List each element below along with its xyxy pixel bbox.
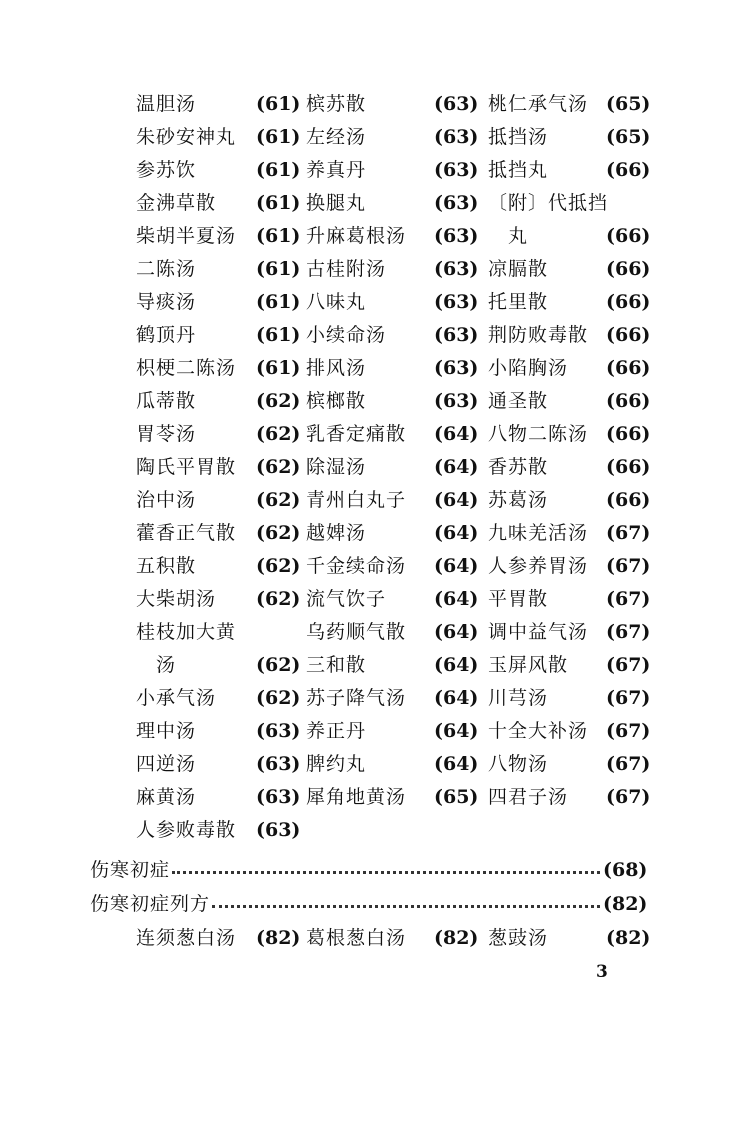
formula-page-ref: (62): [256, 390, 301, 412]
formula-name: 脾约丸: [306, 753, 367, 775]
formula-name: 桃仁承气汤: [488, 93, 589, 115]
table-row: [0, 286, 737, 319]
formula-name: 川芎汤: [488, 687, 549, 709]
formula-page-ref: (67): [606, 555, 651, 577]
formula-page-ref: (62): [256, 489, 301, 511]
formula-page-ref: (61): [256, 258, 301, 280]
dot-leader: [172, 871, 600, 874]
formula-page-ref: (65): [434, 786, 479, 808]
formula-name: 千金续命汤: [306, 555, 407, 577]
formula-page-ref: (62): [256, 687, 301, 709]
formula-page-ref: (61): [256, 324, 301, 346]
table-row: [0, 451, 737, 484]
formula-page-ref: (66): [606, 423, 651, 445]
table-row: [0, 418, 737, 451]
formula-name: 陶氏平胃散: [136, 456, 237, 478]
formula-page-ref: (67): [606, 654, 651, 676]
formula-page-ref: (64): [434, 720, 479, 742]
formula-name: 温胆汤: [136, 93, 197, 115]
formula-page-ref: (63): [434, 93, 479, 115]
formula-name: 丸: [488, 225, 529, 247]
formula-page-ref: (64): [434, 621, 479, 643]
formula-page-ref: (65): [606, 93, 651, 115]
formula-name: 养正丹: [306, 720, 367, 742]
formula-page-ref: (67): [606, 621, 651, 643]
table-row: [0, 922, 737, 955]
formula-name: 升麻葛根汤: [306, 225, 407, 247]
formula-page-ref: (67): [606, 786, 651, 808]
formula-page-ref: (64): [434, 588, 479, 610]
table-row: [0, 781, 737, 814]
section-entry: [0, 888, 737, 921]
formula-name: 三和散: [306, 654, 367, 676]
formula-page-ref: (66): [606, 291, 651, 313]
formula-page-ref: (61): [256, 225, 301, 247]
formula-name: 〔附〕代抵挡: [488, 192, 609, 214]
formula-name: 苏子降气汤: [306, 687, 407, 709]
page-number: 3: [596, 962, 608, 982]
formula-page-ref: (63): [256, 786, 301, 808]
formula-name: 葱豉汤: [488, 927, 549, 949]
formula-name: 凉膈散: [488, 258, 549, 280]
formula-page-ref: (63): [434, 159, 479, 181]
formula-name: 金沸草散: [136, 192, 217, 214]
formula-page-ref: (61): [256, 291, 301, 313]
formula-name: 托里散: [488, 291, 549, 313]
table-row: [0, 748, 737, 781]
formula-page-ref: (64): [434, 522, 479, 544]
formula-page-ref: (63): [434, 225, 479, 247]
table-row: [0, 187, 737, 220]
formula-page-ref: (64): [434, 753, 479, 775]
formula-name: 槟榔散: [306, 390, 367, 412]
formula-name: 八物二陈汤: [488, 423, 589, 445]
table-row: [0, 352, 737, 385]
formula-name: 古桂附汤: [306, 258, 387, 280]
formula-name: 柴胡半夏汤: [136, 225, 237, 247]
table-row: [0, 154, 737, 187]
dot-leader: [212, 905, 600, 908]
formula-page-ref: (63): [256, 720, 301, 742]
table-row: [0, 385, 737, 418]
formula-name: 左经汤: [306, 126, 367, 148]
formula-page-ref: (67): [606, 588, 651, 610]
formula-page-ref: (62): [256, 456, 301, 478]
formula-page-ref: (61): [256, 93, 301, 115]
formula-name: 八物汤: [488, 753, 549, 775]
formula-name: 小陷胸汤: [488, 357, 569, 379]
formula-page-ref: (63): [434, 258, 479, 280]
formula-name: 乌药顺气散: [306, 621, 407, 643]
formula-name: 犀角地黄汤: [306, 786, 407, 808]
formula-page-ref: (66): [606, 258, 651, 280]
formula-page-ref: (64): [434, 456, 479, 478]
formula-page-ref: (62): [256, 654, 301, 676]
section-page-ref: (82): [603, 893, 648, 915]
formula-name: 治中汤: [136, 489, 197, 511]
formula-page-ref: (66): [606, 357, 651, 379]
formula-name: 导痰汤: [136, 291, 197, 313]
formula-name: 汤: [136, 654, 177, 676]
table-row: [0, 814, 737, 847]
table-row: [0, 682, 737, 715]
formula-name: 参苏饮: [136, 159, 197, 181]
formula-name: 十全大补汤: [488, 720, 589, 742]
formula-page-ref: (66): [606, 225, 651, 247]
formula-page-ref: (63): [256, 819, 301, 841]
table-row: [0, 616, 737, 649]
formula-name: 换腿丸: [306, 192, 367, 214]
formula-name: 香苏散: [488, 456, 549, 478]
formula-name: 九味羌活汤: [488, 522, 589, 544]
formula-name: 玉屏风散: [488, 654, 569, 676]
table-row: [0, 550, 737, 583]
formula-page-ref: (64): [434, 489, 479, 511]
formula-name: 调中益气汤: [488, 621, 589, 643]
formula-name: 除湿汤: [306, 456, 367, 478]
formula-page-ref: (63): [256, 753, 301, 775]
table-row: [0, 319, 737, 352]
table-row: [0, 253, 737, 286]
formula-name: 鹤顶丹: [136, 324, 197, 346]
formula-name: 朱砂安神丸: [136, 126, 237, 148]
section-title: 伤寒初症列方: [90, 893, 211, 915]
table-row: [0, 220, 737, 253]
formula-name: 小承气汤: [136, 687, 217, 709]
formula-name: 四君子汤: [488, 786, 569, 808]
formula-name: 通圣散: [488, 390, 549, 412]
section-title: 伤寒初症: [90, 859, 171, 881]
section-entry: [0, 854, 737, 887]
table-row: [0, 484, 737, 517]
table-row: [0, 88, 737, 121]
formula-page-ref: (64): [434, 555, 479, 577]
formula-page-ref: (61): [256, 126, 301, 148]
formula-page-ref: (64): [434, 687, 479, 709]
formula-page-ref: (61): [256, 192, 301, 214]
formula-name: 排风汤: [306, 357, 367, 379]
table-row: [0, 121, 737, 154]
formula-page-ref: (82): [434, 927, 479, 949]
formula-name: 流气饮子: [306, 588, 387, 610]
formula-name: 大柴胡汤: [136, 588, 217, 610]
formula-name: 枳梗二陈汤: [136, 357, 237, 379]
formula-name: 抵挡丸: [488, 159, 549, 181]
formula-name: 青州白丸子: [306, 489, 407, 511]
formula-page-ref: (67): [606, 720, 651, 742]
formula-name: 麻黄汤: [136, 786, 197, 808]
formula-page-ref: (66): [606, 324, 651, 346]
formula-page-ref: (66): [606, 390, 651, 412]
formula-page-ref: (63): [434, 291, 479, 313]
formula-page-ref: (66): [606, 456, 651, 478]
section-page-ref: (68): [603, 859, 648, 881]
formula-page-ref: (66): [606, 159, 651, 181]
formula-page-ref: (82): [606, 927, 651, 949]
formula-page-ref: (62): [256, 555, 301, 577]
formula-page-ref: (62): [256, 423, 301, 445]
formula-page-ref: (62): [256, 522, 301, 544]
formula-name: 荆防败毒散: [488, 324, 589, 346]
formula-page-ref: (63): [434, 357, 479, 379]
formula-page-ref: (65): [606, 126, 651, 148]
formula-page-ref: (66): [606, 489, 651, 511]
formula-page-ref: (67): [606, 687, 651, 709]
formula-name: 人参败毒散: [136, 819, 237, 841]
formula-name: 人参养胃汤: [488, 555, 589, 577]
formula-name: 理中汤: [136, 720, 197, 742]
formula-page-ref: (63): [434, 126, 479, 148]
formula-page-ref: (82): [256, 927, 301, 949]
formula-page-ref: (67): [606, 522, 651, 544]
formula-page-ref: (64): [434, 423, 479, 445]
formula-name: 养真丹: [306, 159, 367, 181]
table-row: [0, 517, 737, 550]
formula-page-ref: (61): [256, 159, 301, 181]
formula-name: 二陈汤: [136, 258, 197, 280]
formula-name: 桂枝加大黄: [136, 621, 237, 643]
formula-page-ref: (62): [256, 588, 301, 610]
table-row: [0, 649, 737, 682]
formula-name: 四逆汤: [136, 753, 197, 775]
formula-name: 小续命汤: [306, 324, 387, 346]
formula-name: 瓜蒂散: [136, 390, 197, 412]
formula-name: 槟苏散: [306, 93, 367, 115]
formula-name: 苏葛汤: [488, 489, 549, 511]
formula-name: 平胃散: [488, 588, 549, 610]
formula-name: 葛根葱白汤: [306, 927, 407, 949]
formula-name: 乳香定痛散: [306, 423, 407, 445]
formula-page-ref: (63): [434, 324, 479, 346]
formula-page-ref: (67): [606, 753, 651, 775]
formula-name: 胃苓汤: [136, 423, 197, 445]
formula-name: 越婢汤: [306, 522, 367, 544]
formula-page-ref: (63): [434, 192, 479, 214]
formula-name: 连须葱白汤: [136, 927, 237, 949]
table-row: [0, 583, 737, 616]
formula-name: 五积散: [136, 555, 197, 577]
formula-name: 八味丸: [306, 291, 367, 313]
formula-page-ref: (63): [434, 390, 479, 412]
formula-page-ref: (64): [434, 654, 479, 676]
table-row: [0, 715, 737, 748]
formula-name: 藿香正气散: [136, 522, 237, 544]
formula-page-ref: (61): [256, 357, 301, 379]
formula-name: 抵挡汤: [488, 126, 549, 148]
